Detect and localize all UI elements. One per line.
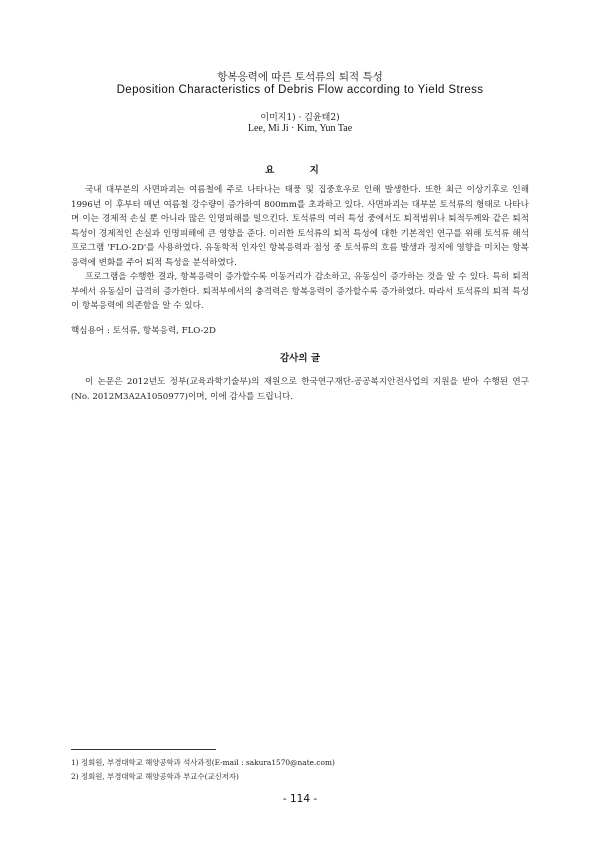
footnote-2: 2) 정회원, 부경대학교 해양공학과 부교수(교신저자) (71, 771, 239, 781)
footnotes (71, 756, 335, 783)
abstract-heading: 요 지 (265, 165, 335, 176)
page-number: - 114 - (282, 793, 318, 805)
keywords: 핵심용어 : 토석류, 항복응력, FLO-2D (71, 326, 216, 336)
abstract-paragraph-1: 국내 대부분의 사면파괴는 여름철에 주로 나타나는 태풍 및 집중호우로 인해 발생한다. 또한 최근 이상기후로 인해 1996년 이 후부터 매년 여름철 강수량이 증가하여 800mm를 초과하고 있다. 사면파괴는 대부분 토석류의 형태로 나타나며 이는 경제적 손실 뿐 아니라 많은 인명피해를 일으킨다. 토석류의 여러 특성 중에서도 퇴적범위나 퇴적두께와 같은 퇴적 특성이 경제적인 손실과 인명피해에 큰 영향을 준다. 이러한 토석류의 퇴적 특성에 대한 기본적인 연구를 위해 토석류 해석 프로그램 'FLO-2D'를 사용하였다. 유동학적 인자인 항복응력과 점성 중 토석류의 흐름 발생과 정지에 영향을 미치는 항복응력에 변화를 주어 퇴적 특성을 분석하였다. (71, 185, 529, 268)
abstract-body (71, 183, 529, 314)
acknowledgment-heading: 감사의 글 (279, 353, 320, 364)
title-korean: 항복응력에 따른 토석류의 퇴적 특성 (217, 71, 383, 83)
acknowledgment-body (71, 375, 529, 404)
authors-english: Lee, Mi Ji · Kim, Yun Tae (247, 123, 353, 134)
abstract-paragraph-2: 프로그램을 수행한 결과, 항복응력이 증가할수록 이동거리가 감소하고, 유동심이 증가하는 것을 알 수 있다. 특히 퇴적부에서 유동심이 급격히 증가한다. 퇴적부에서의 충격력은 항복응력이 증가할수록 증가하였다. 따라서 토석류의 퇴적 특성이 항복응력에 의존함을 알 수 있다. (71, 272, 529, 311)
title-english: Deposition Characteristics of Debris Flow according to Yield Stress (116, 84, 484, 96)
authors-korean: 이미지1) · 김윤태2) (260, 113, 340, 123)
footnote-divider (71, 749, 216, 750)
footnote-1: 1) 정회원, 부경대학교 해양공학과 석사과정(E-mail : sakura1570@nate.com) (71, 758, 335, 767)
acknowledgment-paragraph: 이 논문은 2012년도 정부(교육과학기술부)의 재원으로 한국연구재단-공공복지안전사업의 지원을 받아 수행된 연구(No. 2012M3A2A1050977)이며, 이에 감사를 드립니다. (71, 377, 529, 402)
